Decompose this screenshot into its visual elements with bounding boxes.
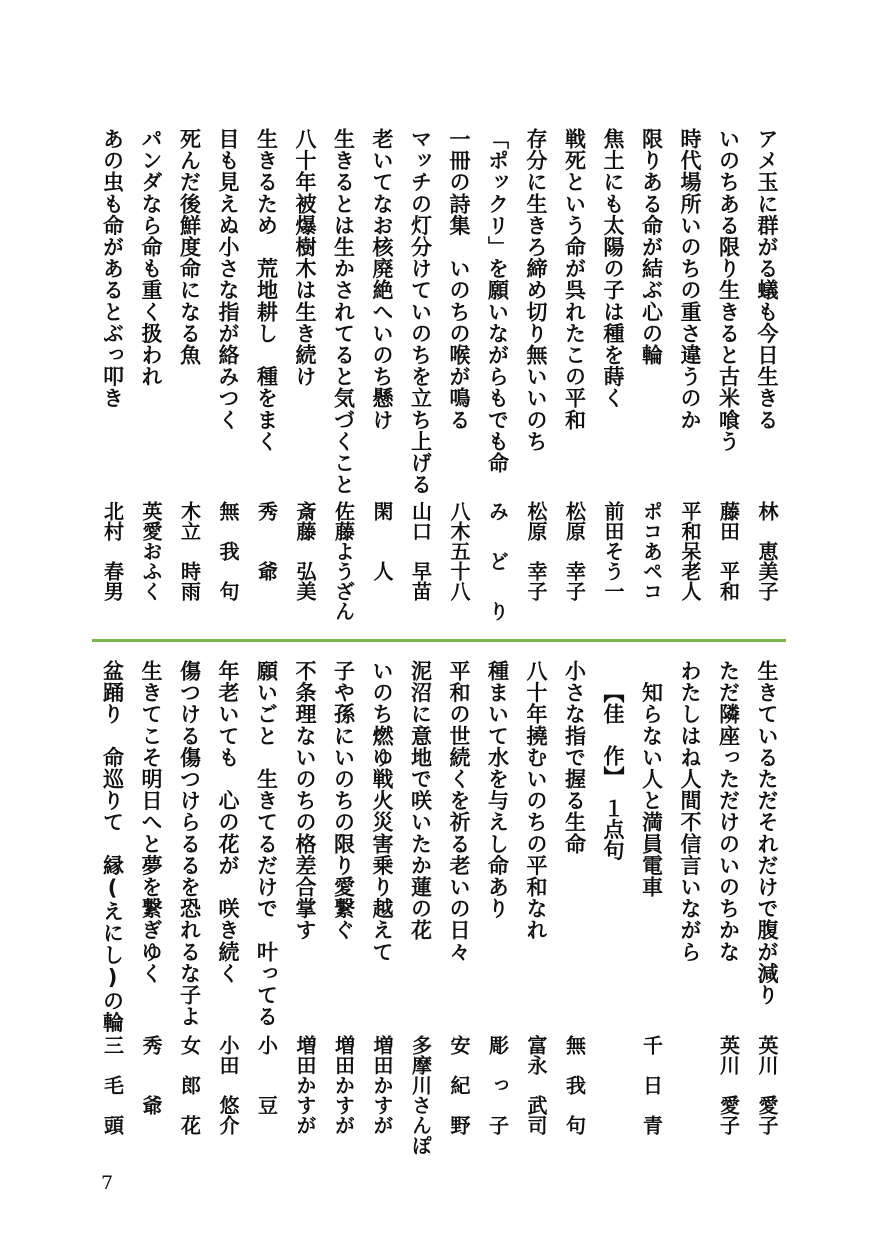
poem-column	[632, 128, 671, 622]
senryu-verse: 一冊の詩集 いのちの喉が鳴る	[447, 128, 471, 431]
senryu-verse: 種まいて水を与えし命あり	[485, 660, 510, 920]
poem-column	[363, 128, 402, 622]
poem-column	[401, 660, 440, 1160]
author-name: 秀 爺	[139, 1035, 163, 1115]
author-name: 松原 幸子	[524, 501, 548, 601]
poem-column	[671, 660, 710, 1160]
senryu-verse: 八十年被爆樹木は生き続け	[293, 128, 317, 388]
senryu-verse: アメ玉に群がる蟻も今日生きる	[755, 128, 779, 431]
author-name: 木立 時雨	[177, 501, 202, 601]
author-name: 斎藤 弘美	[293, 501, 317, 601]
author-name: 増田かすが	[370, 1035, 394, 1135]
poem-column	[440, 128, 479, 622]
senryu-verse: 目も見えぬ小さな指が絡みつく	[216, 128, 240, 431]
poem-column	[555, 660, 594, 1160]
senryu-verse: 限りある命が結ぶ心の輪	[639, 128, 664, 366]
poem-column	[709, 128, 748, 622]
author-name: ポコあペコ	[639, 501, 664, 601]
senryu-verse: 子や孫にいのちの限り愛繋ぐ	[331, 660, 356, 941]
award-badge: 【佳 作】	[601, 682, 625, 777]
author-name: 小田 悠介	[216, 1035, 240, 1135]
poem-column	[286, 660, 325, 1160]
author-name: 佐藤ようざん	[331, 501, 356, 621]
senryu-verse: 知らない人と満員電車	[639, 660, 664, 898]
senryu-verse: 老いてなお核廃絶へいのち懸け	[370, 128, 394, 431]
senryu-verse: 生きているただそれだけで腹が減り	[755, 660, 779, 1006]
author-name: みどり	[485, 501, 510, 621]
senryu-verse: 「ポックリ」を願いながらもでも命	[485, 128, 510, 474]
author-name: 女 郎 花	[177, 1035, 202, 1135]
poem-column	[247, 128, 286, 622]
senryu-verse: 死んだ後鮮度命になる魚	[177, 128, 202, 366]
author-name: 無 我 句	[216, 501, 240, 601]
poem-column	[517, 660, 556, 1160]
author-name: 安 紀 野	[447, 1035, 471, 1135]
author-name: 林 恵美子	[755, 501, 779, 601]
author-name: 英川 愛子	[716, 1035, 741, 1135]
senryu-verse: 願いごと 生きてるだけで 叶ってる	[254, 660, 279, 1028]
author-name: 前田そう一	[601, 501, 625, 601]
poem-column	[209, 128, 248, 622]
senryu-verse: 戦死という命が呉れたこの平和	[562, 128, 587, 431]
author-name: 増田かすが	[293, 1035, 317, 1135]
author-name: 山口 早苗	[408, 501, 433, 601]
author-name: 英愛おふく	[139, 501, 163, 601]
poem-column	[324, 128, 363, 622]
senryu-verse: 不条理ないのちの格差合掌す	[293, 660, 317, 941]
poem-column	[478, 660, 517, 1160]
author-name: 松原 幸子	[562, 501, 587, 601]
author-name: 閑 人	[370, 501, 394, 581]
senryu-verse: ただ隣座っただけのいのちかな	[716, 660, 741, 963]
senryu-verse: 生きるため 荒地耕し 種をまく	[254, 128, 279, 452]
author-name: 増田かすが	[331, 1035, 356, 1135]
senryu-verse: 時代場所いのちの重さ違うのか	[678, 128, 702, 431]
poem-column	[363, 660, 402, 1160]
poem-column	[671, 128, 710, 622]
poem-column	[594, 128, 633, 622]
top-senryu-section	[92, 128, 786, 622]
senryu-verse: 盆踊り 命巡りて 縁(えにし)の輪	[100, 660, 125, 1034]
senryu-verse: 小さな指で握る生命	[562, 660, 587, 855]
senryu-verse: いのちある限り生きると古米喰う	[716, 128, 741, 452]
poem-column	[517, 128, 556, 622]
senryu-verse: いのち燃ゆ戦火災害乗り越えて	[370, 660, 394, 963]
poem-column	[748, 660, 787, 1160]
poem-column	[286, 128, 325, 622]
author-name: 北村 春男	[100, 501, 125, 601]
poem-column	[440, 660, 479, 1160]
poem-column	[324, 660, 363, 1160]
senryu-verse: 傷つける傷つけらるるを恐れるな子よ	[177, 660, 202, 1028]
author-name: 多摩川さんぽ	[408, 1035, 433, 1155]
section-divider	[92, 639, 786, 642]
senryu-verse: マッチの灯分けていのちを立ち上げる	[408, 128, 433, 496]
poem-column	[170, 128, 209, 622]
author-name: 彫 っ 子	[485, 1035, 510, 1135]
poem-column	[170, 660, 209, 1160]
author-name: 無 我 句	[562, 1035, 587, 1135]
poem-column	[401, 128, 440, 622]
award-heading	[594, 682, 633, 861]
poem-column	[594, 660, 633, 1160]
author-name: 小 豆	[254, 1035, 279, 1115]
poem-column	[247, 660, 286, 1160]
author-name: 千 日 青	[639, 1035, 664, 1135]
senryu-verse: 焦土にも太陽の子は種を蒔く	[601, 128, 625, 409]
senryu-verse: 八十年撓むいのちの平和なれ	[524, 660, 548, 941]
author-name: 八木五十八	[447, 501, 471, 601]
poem-column	[555, 128, 594, 622]
author-name: 英川 愛子	[755, 1035, 779, 1135]
senryu-verse: パンダなら命も重く扱われ	[139, 128, 163, 388]
senryu-verse: 泥沼に意地で咲いたか蓮の花	[408, 660, 433, 941]
senryu-verse: 生きてこそ明日へと夢を繋ぎゆく	[139, 660, 163, 984]
senryu-verse: 平和の世続くを祈る老いの日々	[447, 660, 471, 963]
senryu-verse: 存分に生きろ締め切り無いいのち	[524, 128, 548, 452]
poem-column	[709, 660, 748, 1160]
author-name: 三 毛 頭	[100, 1035, 125, 1135]
author-name: 平和呆老人	[678, 501, 702, 601]
poem-column	[93, 128, 132, 622]
senryu-verse: 生きるとは生かされてると気づくこと	[331, 128, 356, 496]
poem-column	[132, 660, 171, 1160]
poem-column	[632, 660, 671, 1160]
poem-column	[478, 128, 517, 622]
author-name: 藤田 平和	[716, 501, 741, 601]
author-name: 秀 爺	[254, 501, 279, 581]
bottom-senryu-section	[92, 660, 786, 1160]
poem-column	[209, 660, 248, 1160]
page-number: 7	[101, 1172, 114, 1194]
award-count: １点句	[601, 797, 625, 861]
poem-column	[93, 660, 132, 1160]
senryu-verse: 年老いても 心の花が 咲き続く	[216, 660, 240, 984]
senryu-verse: わたしはね人間不信言いながら	[678, 660, 702, 963]
senryu-verse: あの虫も命があるとぶっ叩き	[100, 128, 125, 409]
poem-column	[132, 128, 171, 622]
poem-column	[748, 128, 787, 622]
author-name: 富永 武司	[524, 1035, 548, 1135]
